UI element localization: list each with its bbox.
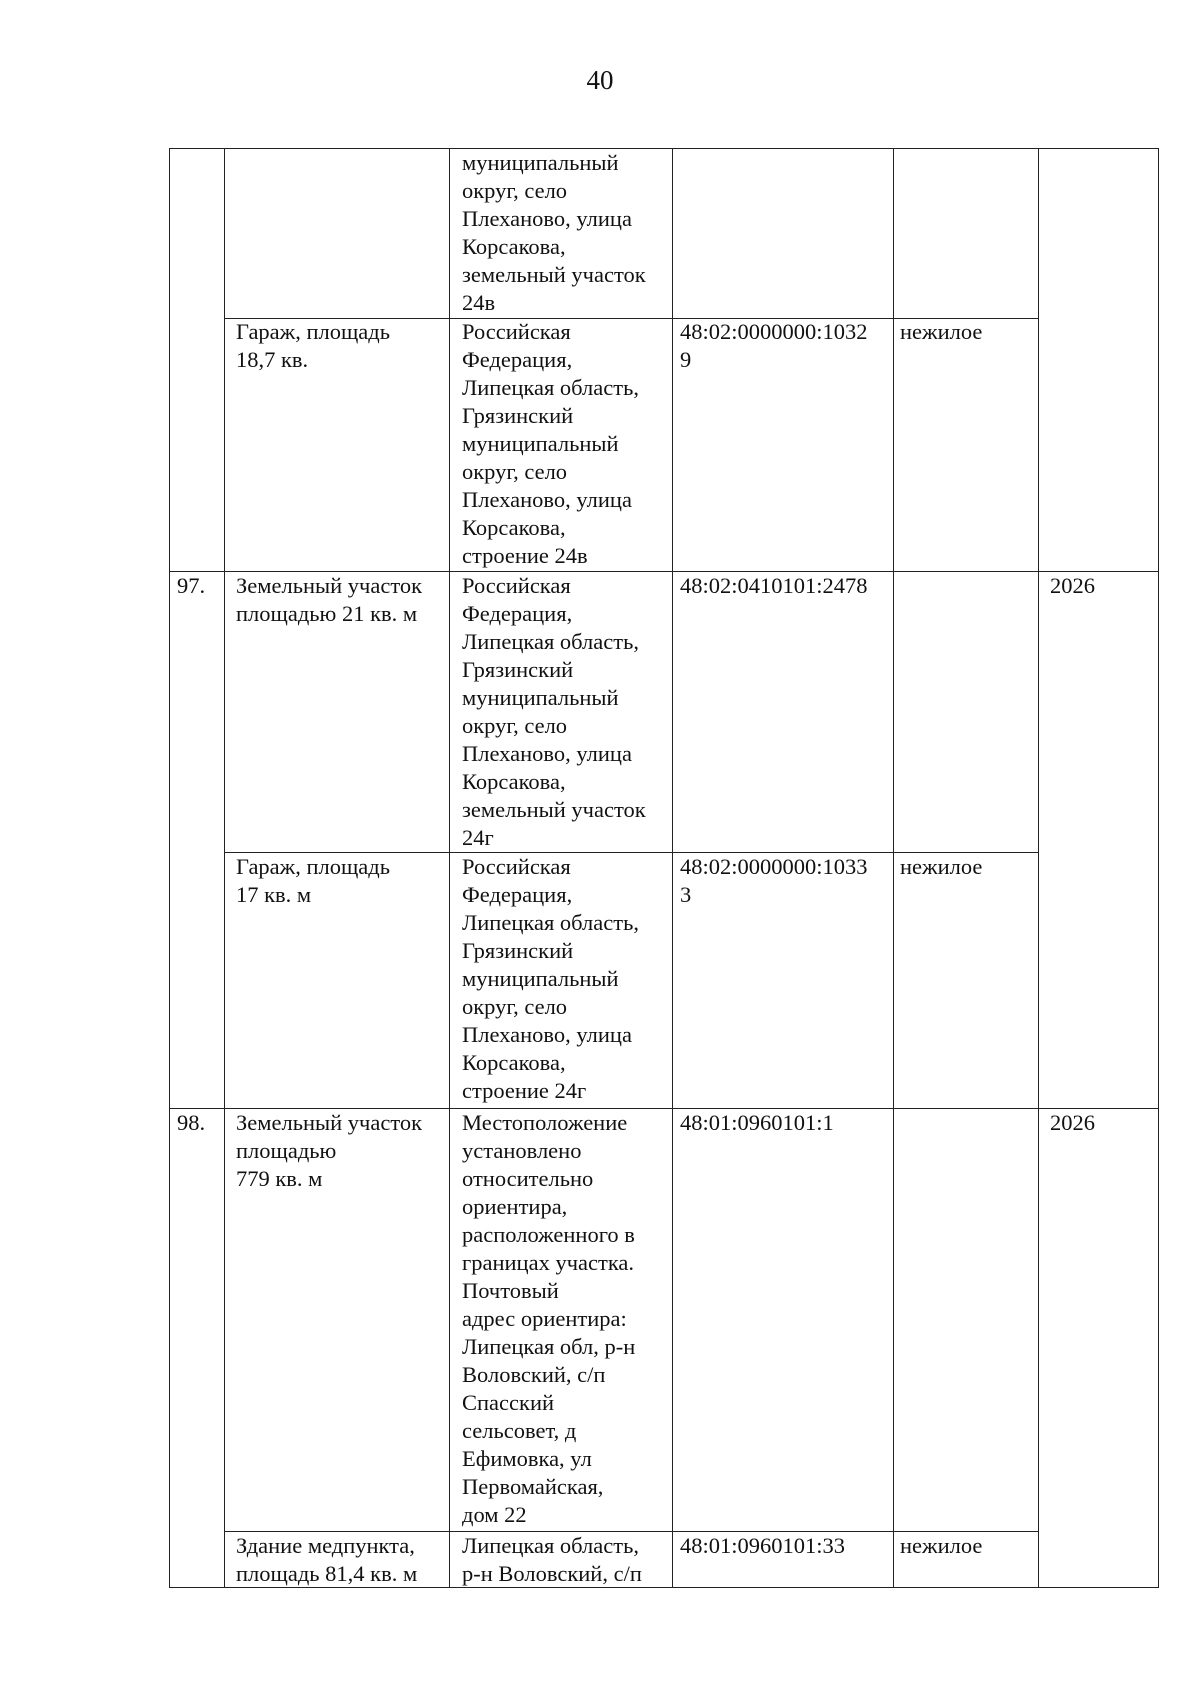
table-cell-address: Российская Федерация, Липецкая область, Грязинский муниципальный округ, село Плеханово, улица Корсакова, строение 24г bbox=[462, 854, 639, 1103]
table-cell-type: нежилое bbox=[900, 319, 983, 344]
grid-line bbox=[169, 148, 1159, 149]
table-cell-cadastral: 48:01:0960101:33 bbox=[680, 1533, 846, 1558]
table-cell-year: 2026 bbox=[1050, 1110, 1095, 1135]
grid-line bbox=[169, 148, 170, 1588]
table-cell-cadastral: 48:02:0000000:1032 9 bbox=[680, 319, 868, 372]
table-cell-type: нежилое bbox=[900, 854, 983, 879]
table-cell-address: Российская Федерация, Липецкая область, Грязинский муниципальный округ, село Плеханово, улица Корсакова, земельный участок 24г bbox=[462, 573, 646, 850]
table-cell-number: 97. bbox=[177, 573, 206, 598]
page-number: 40 bbox=[586, 65, 614, 95]
table-cell-name: Гараж, площадь 17 кв. м bbox=[236, 854, 391, 907]
grid-line bbox=[449, 148, 450, 1588]
table-cell-name: Здание медпункта, площадь 81,4 кв. м bbox=[236, 1533, 418, 1586]
grid-line bbox=[893, 148, 894, 1588]
table-cell-name: Гараж, площадь 18,7 кв. bbox=[236, 319, 391, 372]
table-cell-type: нежилое bbox=[900, 1533, 983, 1558]
grid-line bbox=[672, 148, 673, 1588]
grid-line bbox=[1038, 148, 1039, 1588]
table-cell-cadastral: 48:02:0000000:1033 3 bbox=[680, 854, 868, 907]
grid-line bbox=[224, 148, 225, 1588]
table-cell-address: Российская Федерация, Липецкая область, Грязинский муниципальный округ, село Плеханово, улица Корсакова, строение 24в bbox=[462, 319, 639, 568]
table-cell-cadastral: 48:02:0410101:2478 bbox=[680, 573, 868, 598]
table-cell-name: Земельный участок площадью 21 кв. м bbox=[236, 573, 423, 626]
table-cell-cadastral: 48:01:0960101:1 bbox=[680, 1110, 834, 1135]
table-cell-number: 98. bbox=[177, 1110, 206, 1135]
grid-line bbox=[1158, 148, 1159, 1588]
table-cell-name: Земельный участок площадью 779 кв. м bbox=[236, 1110, 423, 1191]
table-cell-address: муниципальный округ, село Плеханово, улица Корсакова, земельный участок 24в bbox=[462, 150, 646, 315]
table-cell-address: Местоположение установлено относительно ориентира, расположенного в границах участка. Почтовый адрес ориентира: Липецкая обл, р-н Воловский, с/п Спасский сельсовет, д Ефимовка, ул Первомайская, дом 22 bbox=[462, 1110, 636, 1527]
table-cell-year: 2026 bbox=[1050, 573, 1095, 598]
table-cell-address: Липецкая область, р-н Воловский, с/п bbox=[462, 1533, 642, 1586]
